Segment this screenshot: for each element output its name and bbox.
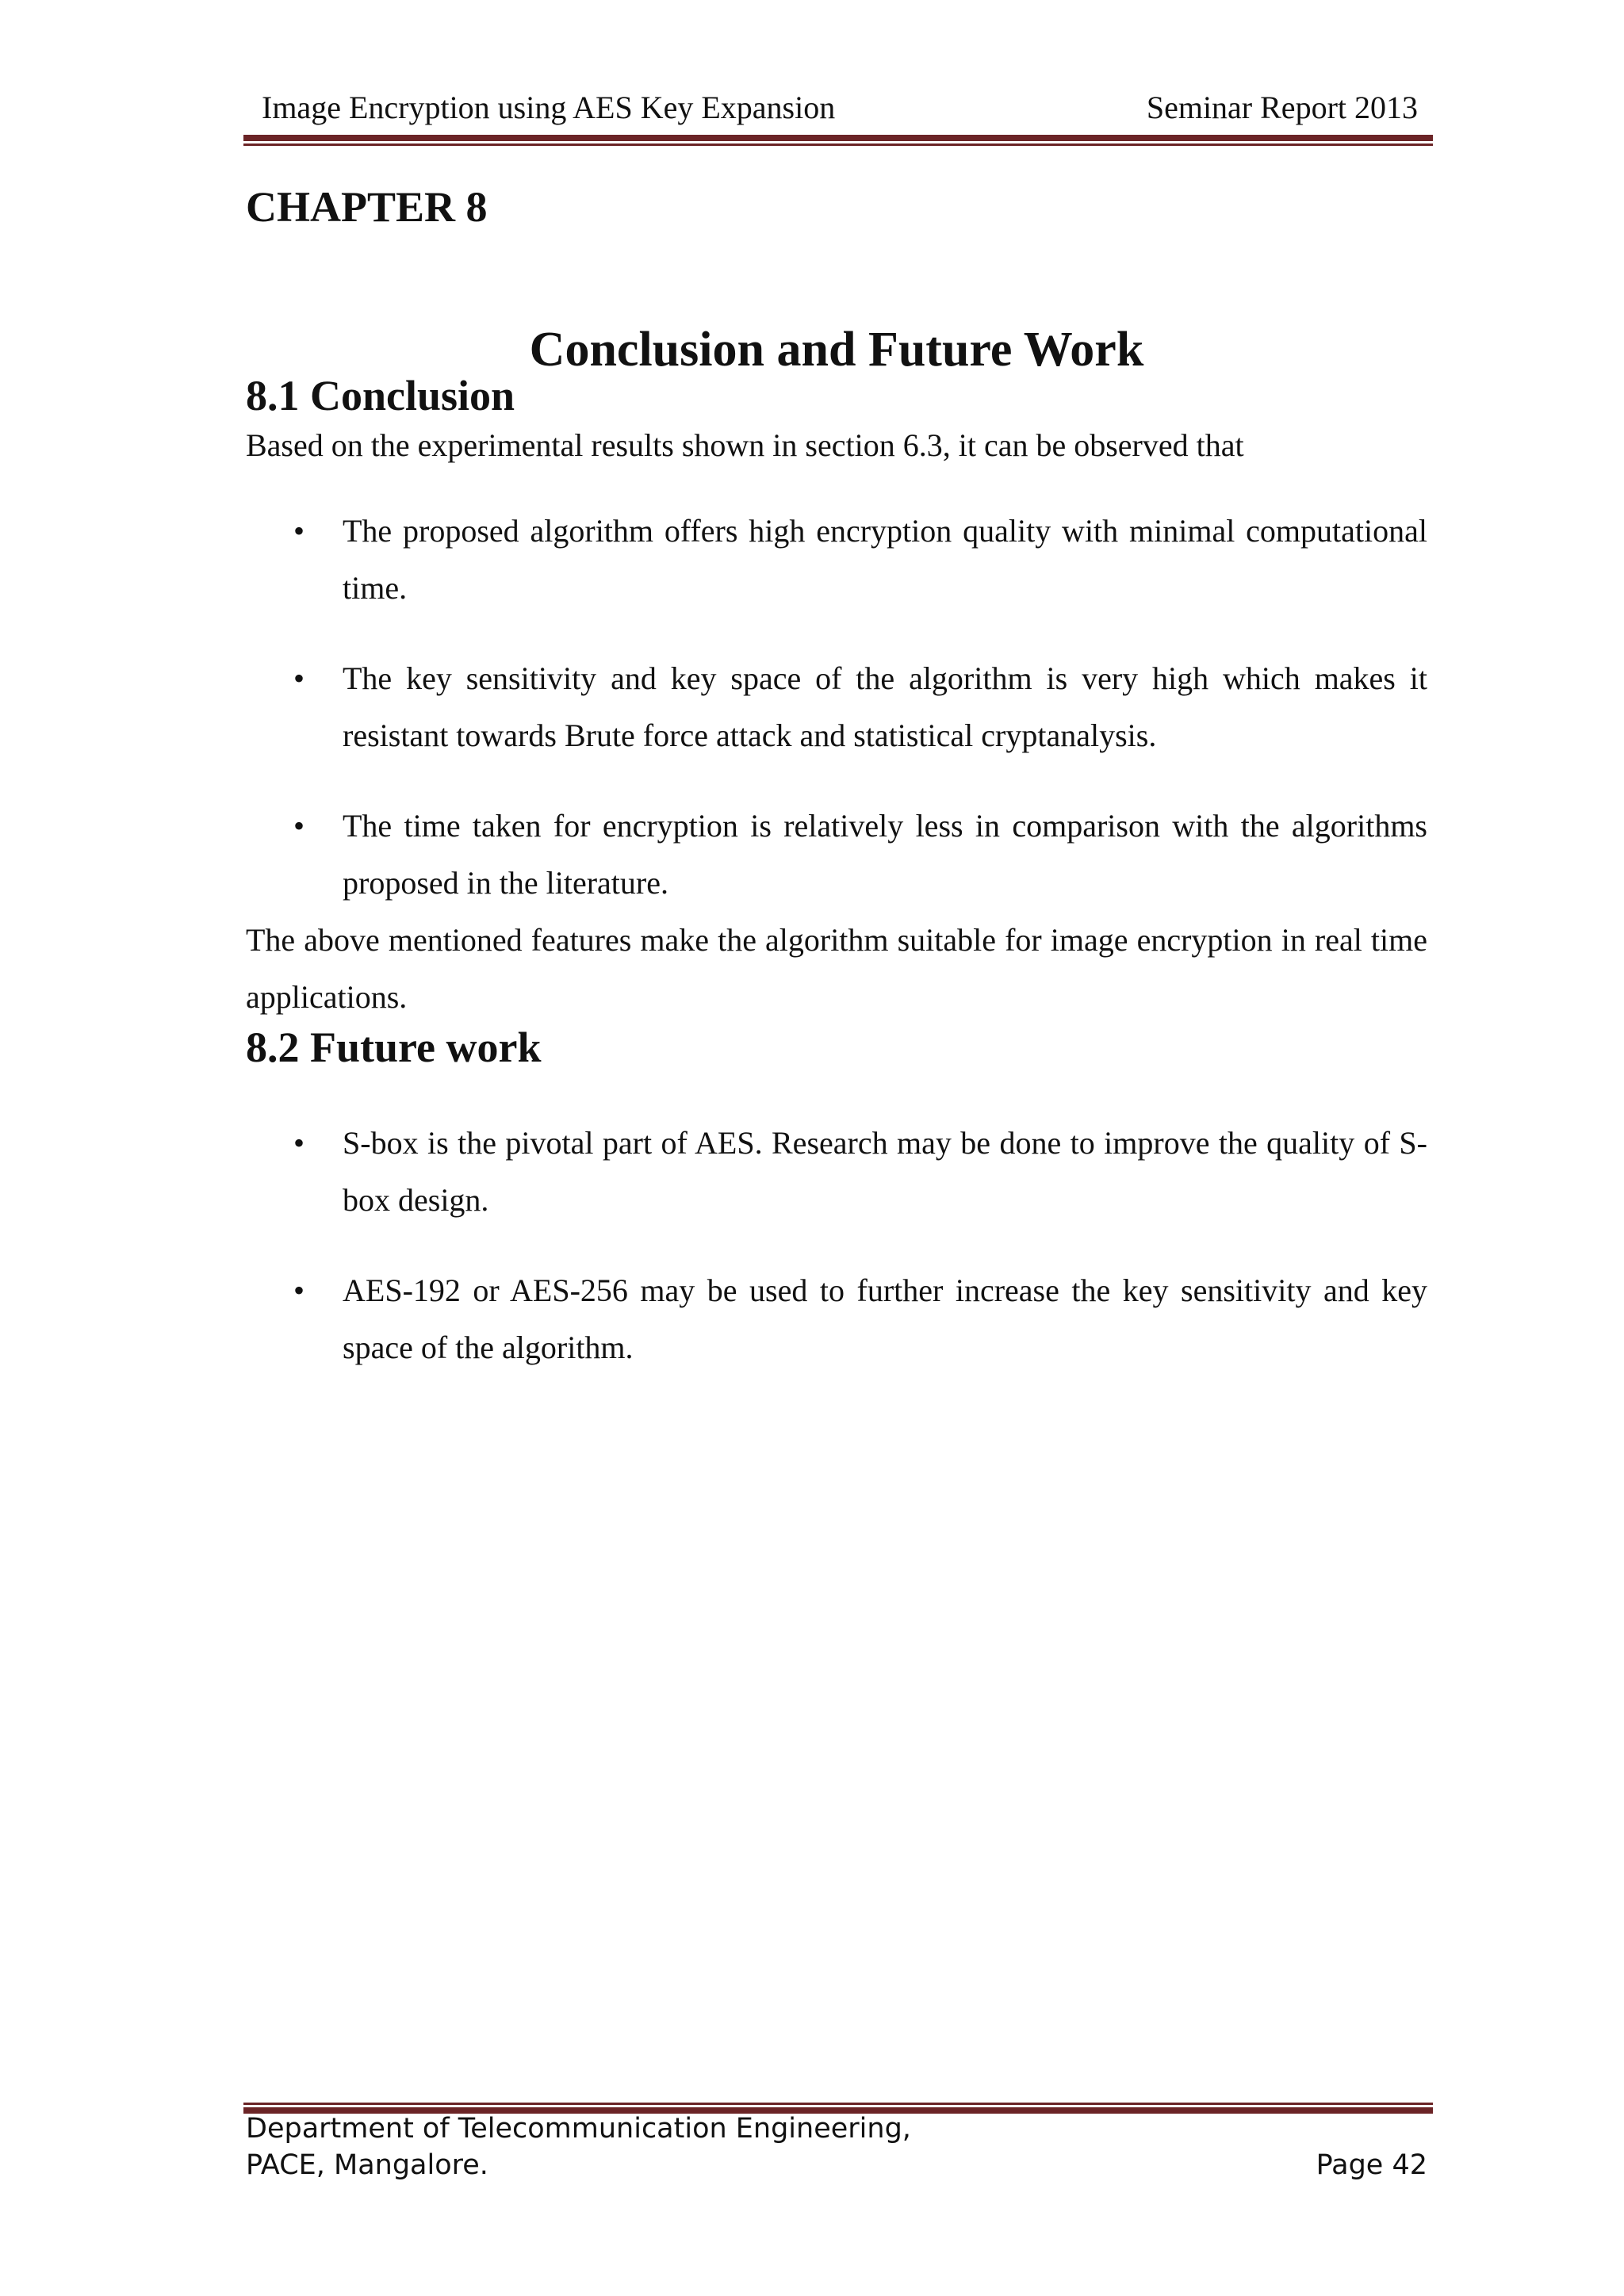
conclusion-closing: The above mentioned features make the algorithm suitable for image encryption in real time applications. xyxy=(246,922,1427,1015)
bullet-icon: • xyxy=(293,808,305,844)
header-title: Image Encryption using AES Key Expansion xyxy=(262,90,836,125)
list-item xyxy=(246,1262,1427,1376)
section-heading-future-work: 8.2 Future work xyxy=(246,1024,542,1071)
list-item-text: AES-192 or AES-256 may be used to further increase the key sensitivity and key space of the algorithm. xyxy=(343,1272,1427,1365)
bullet-icon: • xyxy=(293,513,305,549)
list-item-text: The proposed algorithm offers high encryption quality with minimal computational time. xyxy=(343,513,1427,606)
chapter-label: CHAPTER 8 xyxy=(246,183,488,231)
running-footer xyxy=(246,2110,1427,2183)
list-item xyxy=(246,1115,1427,1229)
page-number: Page 42 xyxy=(1316,2149,1427,2181)
bullet-icon: • xyxy=(293,1272,305,1308)
bullet-icon: • xyxy=(293,660,305,696)
footer-department: Department of Telecommunication Engineering, xyxy=(246,2113,911,2145)
chapter-title: Conclusion and Future Work xyxy=(529,323,1144,377)
conclusion-bullet-list xyxy=(246,503,1427,912)
list-item xyxy=(246,503,1427,617)
list-item xyxy=(246,650,1427,764)
list-item-text: The key sensitivity and key space of the algorithm is very high which makes it resistant towards Brute force attack and statistical cryptanalysis. xyxy=(343,660,1427,753)
section-heading-conclusion: 8.1 Conclusion xyxy=(246,372,515,419)
list-item-text: S-box is the pivotal part of AES. Research may be done to improve the quality of S-box design. xyxy=(343,1125,1427,1218)
page-body xyxy=(246,182,1427,1376)
list-item xyxy=(246,798,1427,912)
footer-institution: PACE, Mangalore. xyxy=(246,2149,488,2181)
list-item-text: The time taken for encryption is relatively less in comparison with the algorithms proposed in the literature. xyxy=(343,808,1427,901)
future-work-bullet-list xyxy=(246,1115,1427,1376)
header-report: Seminar Report 2013 xyxy=(1146,90,1418,125)
running-header xyxy=(246,89,1434,126)
header-rule xyxy=(243,135,1433,146)
bullet-icon: • xyxy=(293,1125,305,1161)
conclusion-intro: Based on the experimental results shown in section 6.3, it can be observed that xyxy=(246,427,1244,463)
